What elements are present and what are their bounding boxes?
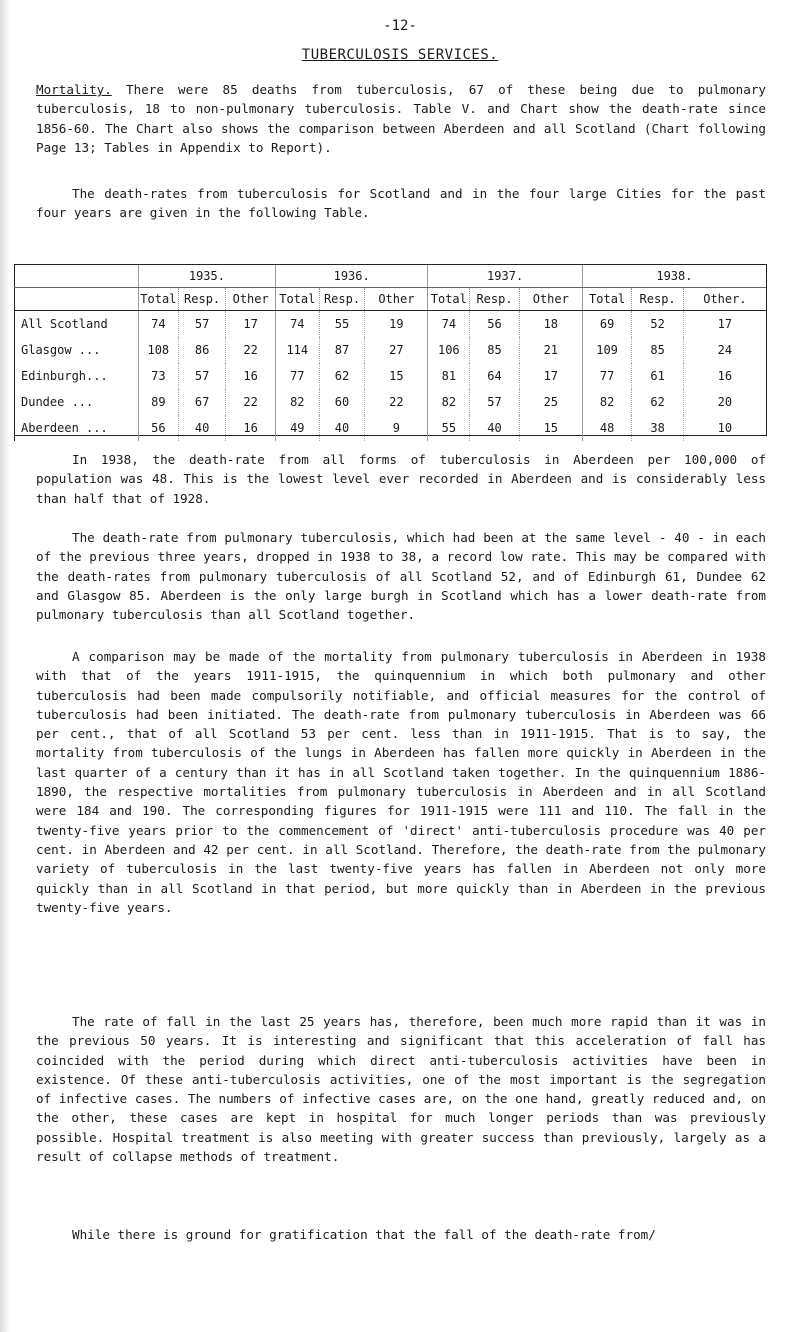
column-header: Total	[582, 288, 632, 311]
table-cell: 57	[470, 389, 520, 415]
table-cell: 108	[138, 337, 178, 363]
table-intro-paragraph	[36, 184, 766, 223]
paragraph-rate-of-fall	[36, 1012, 766, 1166]
table-cell: 16	[226, 415, 276, 441]
table-cell: 18	[519, 311, 582, 338]
table-cell: 17	[683, 311, 766, 338]
table-cell: 56	[138, 415, 178, 441]
table-cell: 38	[632, 415, 683, 441]
year-header: 1937.	[428, 265, 582, 288]
table-cell: 60	[319, 389, 365, 415]
table-cell: 27	[365, 337, 428, 363]
table-cell: 89	[138, 389, 178, 415]
table-cell: 61	[632, 363, 683, 389]
table-cell: 25	[519, 389, 582, 415]
column-header: Resp.	[470, 288, 520, 311]
city-name: Dundee ...	[15, 389, 139, 415]
table-cell: 40	[470, 415, 520, 441]
death-rate-grid	[14, 265, 766, 441]
city-name: All Scotland	[15, 311, 139, 338]
table-cell: 24	[683, 337, 766, 363]
paragraph-rate-of-fall-text: The rate of fall in the last 25 years has, therefore, been much more rapid than it was in the previous 50 years. It is interesting and significant that this acceleration of fall has coincided with the period during which direct anti-tuberculosis activities have been in existence. Of these anti-tuberculosis activities, one of the most important is the segregation of infective cases. The numbers of infective cases are, on the one hand, greatly reduced and, on the other, these cases are kept in hospital for much longer periods than was previously possible. Hospital treatment is also meeting with greater success than previously, largely as a result of collapse methods of treatment.	[36, 1014, 766, 1165]
table-row	[15, 363, 767, 389]
table-cell: 109	[582, 337, 632, 363]
death-rate-table	[14, 264, 767, 436]
table-cell: 15	[519, 415, 582, 441]
table-row	[15, 337, 767, 363]
column-header: Other	[226, 288, 276, 311]
table-cell: 40	[178, 415, 226, 441]
table-row	[15, 389, 767, 415]
scan-shadow-edge	[0, 0, 10, 1332]
paragraph-pulmonary-rate-text: The death-rate from pulmonary tuberculosis, which had been at the same level - 40 - in each of the previous three years, dropped in 1938 to 38, a record low rate. This may be compared with the death-rates from pulmonary tuberculosis of all Scotland 52, and of Edinburgh 61, Dundee 62 and Glasgow 85. Aberdeen is the only large burgh in Scotland which has a lower death-rate from pulmonary tuberculosis than all Scotland together.	[36, 530, 766, 623]
table-cell: 16	[226, 363, 276, 389]
table-intro-text: The death-rates from tuberculosis for Scotland and in the four large Cities for the past four years are given in the following Table.	[36, 186, 766, 221]
corner-cell	[15, 265, 139, 288]
section-title: TUBERCULOSIS SERVICES.	[301, 47, 499, 63]
table-cell: 106	[428, 337, 470, 363]
table-cell: 85	[470, 337, 520, 363]
table-cell: 82	[582, 389, 632, 415]
column-header: Other	[365, 288, 428, 311]
table-cell: 21	[519, 337, 582, 363]
table-cell: 9	[365, 415, 428, 441]
table-cell: 57	[178, 363, 226, 389]
column-header: Resp.	[319, 288, 365, 311]
column-header: Other	[519, 288, 582, 311]
paragraph-1938-rate-text: In 1938, the death-rate from all forms of tuberculosis in Aberdeen per 100,000 of population was 48. This is the lowest level ever recorded in Aberdeen and is considerably less than half that of 1928.	[36, 452, 766, 506]
table-cell: 67	[178, 389, 226, 415]
table-cell: 19	[365, 311, 428, 338]
page-number: -12-	[383, 18, 417, 34]
paragraph-comparison-text: A comparison may be made of the mortality from pulmonary tuberculosis in Aberdeen in 1938 with that of the years 1911-1915, the quinquennium in which both pulmonary and other tuberculosis had been made compulsorily notifiable, and official measures for the control of tuberculosis had been initiated. The death-rate from pulmonary tuberculosis in Aberdeen was 66 per cent., that of all Scotland 53 per cent. less than in 1911-1915. That is to say, the mortality from tuberculosis of the lungs in Aberdeen has fallen more quickly in Aberdeen in the last quarter of a century than it has in all Scotland taken together. In the quinquennium 1886-1890, the respective mortalities from pulmonary tuberculosis in Aberdeen and in all Scotland were 184 and 190. The corresponding figures for 1911-1915 were 111 and 110. The fall in the twenty-five years prior to the commencement of 'direct' anti-tuberculosis procedure was 40 per cent. in Aberdeen and 42 per cent. in all Scotland. Therefore, the death-rate from the pulmonary variety of tuberculosis in the last twenty-five years has fallen in Aberdeen not only more quickly than in all Scotland in that period, but more quickly than in Aberdeen in the previous twenty-five years.	[36, 649, 766, 915]
table-cell: 114	[275, 337, 319, 363]
year-header: 1935.	[138, 265, 275, 288]
city-name: Aberdeen ...	[15, 415, 139, 441]
year-header-row	[15, 265, 767, 288]
mortality-lead: Mortality.	[36, 82, 112, 97]
table-cell: 15	[365, 363, 428, 389]
table-cell: 40	[319, 415, 365, 441]
table-cell: 17	[519, 363, 582, 389]
table-cell: 20	[683, 389, 766, 415]
subheader-row	[15, 288, 767, 311]
paragraph-gratification	[36, 1225, 766, 1244]
table-cell: 64	[470, 363, 520, 389]
table-cell: 52	[632, 311, 683, 338]
table-cell: 57	[178, 311, 226, 338]
table-cell: 82	[428, 389, 470, 415]
table-cell: 74	[428, 311, 470, 338]
table-cell: 22	[365, 389, 428, 415]
table-cell: 86	[178, 337, 226, 363]
table-cell: 16	[683, 363, 766, 389]
table-cell: 48	[582, 415, 632, 441]
column-header: Resp.	[632, 288, 683, 311]
column-header: Total	[428, 288, 470, 311]
table-cell: 22	[226, 337, 276, 363]
city-name: Edinburgh...	[15, 363, 139, 389]
table-cell: 74	[275, 311, 319, 338]
column-header: Total	[275, 288, 319, 311]
table-cell: 81	[428, 363, 470, 389]
column-header: Resp.	[178, 288, 226, 311]
column-header: Total	[138, 288, 178, 311]
year-header: 1936.	[275, 265, 427, 288]
table-cell: 62	[632, 389, 683, 415]
table-cell: 55	[319, 311, 365, 338]
table-cell: 62	[319, 363, 365, 389]
table-cell: 87	[319, 337, 365, 363]
paragraph-comparison	[36, 647, 766, 917]
city-name: Glasgow ...	[15, 337, 139, 363]
paragraph-gratification-text: While there is ground for gratification that the fall of the death-rate from/	[72, 1227, 656, 1242]
table-cell: 10	[683, 415, 766, 441]
table-cell: 77	[582, 363, 632, 389]
table-cell: 49	[275, 415, 319, 441]
table-row	[15, 311, 767, 338]
table-cell: 77	[275, 363, 319, 389]
table-row	[15, 415, 767, 441]
year-header: 1938.	[582, 265, 766, 288]
paragraph-1938-rate	[36, 450, 766, 508]
table-cell: 74	[138, 311, 178, 338]
table-cell: 73	[138, 363, 178, 389]
paragraph-pulmonary-rate	[36, 528, 766, 624]
table-cell: 82	[275, 389, 319, 415]
table-cell: 69	[582, 311, 632, 338]
table-cell: 55	[428, 415, 470, 441]
mortality-text: There were 85 deaths from tuberculosis, 67 of these being due to pulmonary tuberculosis, 18 to non-pulmonary tuberculosis. Table V. and Chart show the death-rate since 1856-60. The Chart also shows the comparison between Aberdeen and all Scotland (Chart following Page 13; Tables in Appendix to Report).	[36, 82, 766, 155]
mortality-paragraph	[36, 80, 766, 157]
table-cell: 56	[470, 311, 520, 338]
table-cell: 17	[226, 311, 276, 338]
corner-cell	[15, 288, 139, 311]
table-cell: 85	[632, 337, 683, 363]
table-cell: 22	[226, 389, 276, 415]
column-header: Other.	[683, 288, 766, 311]
